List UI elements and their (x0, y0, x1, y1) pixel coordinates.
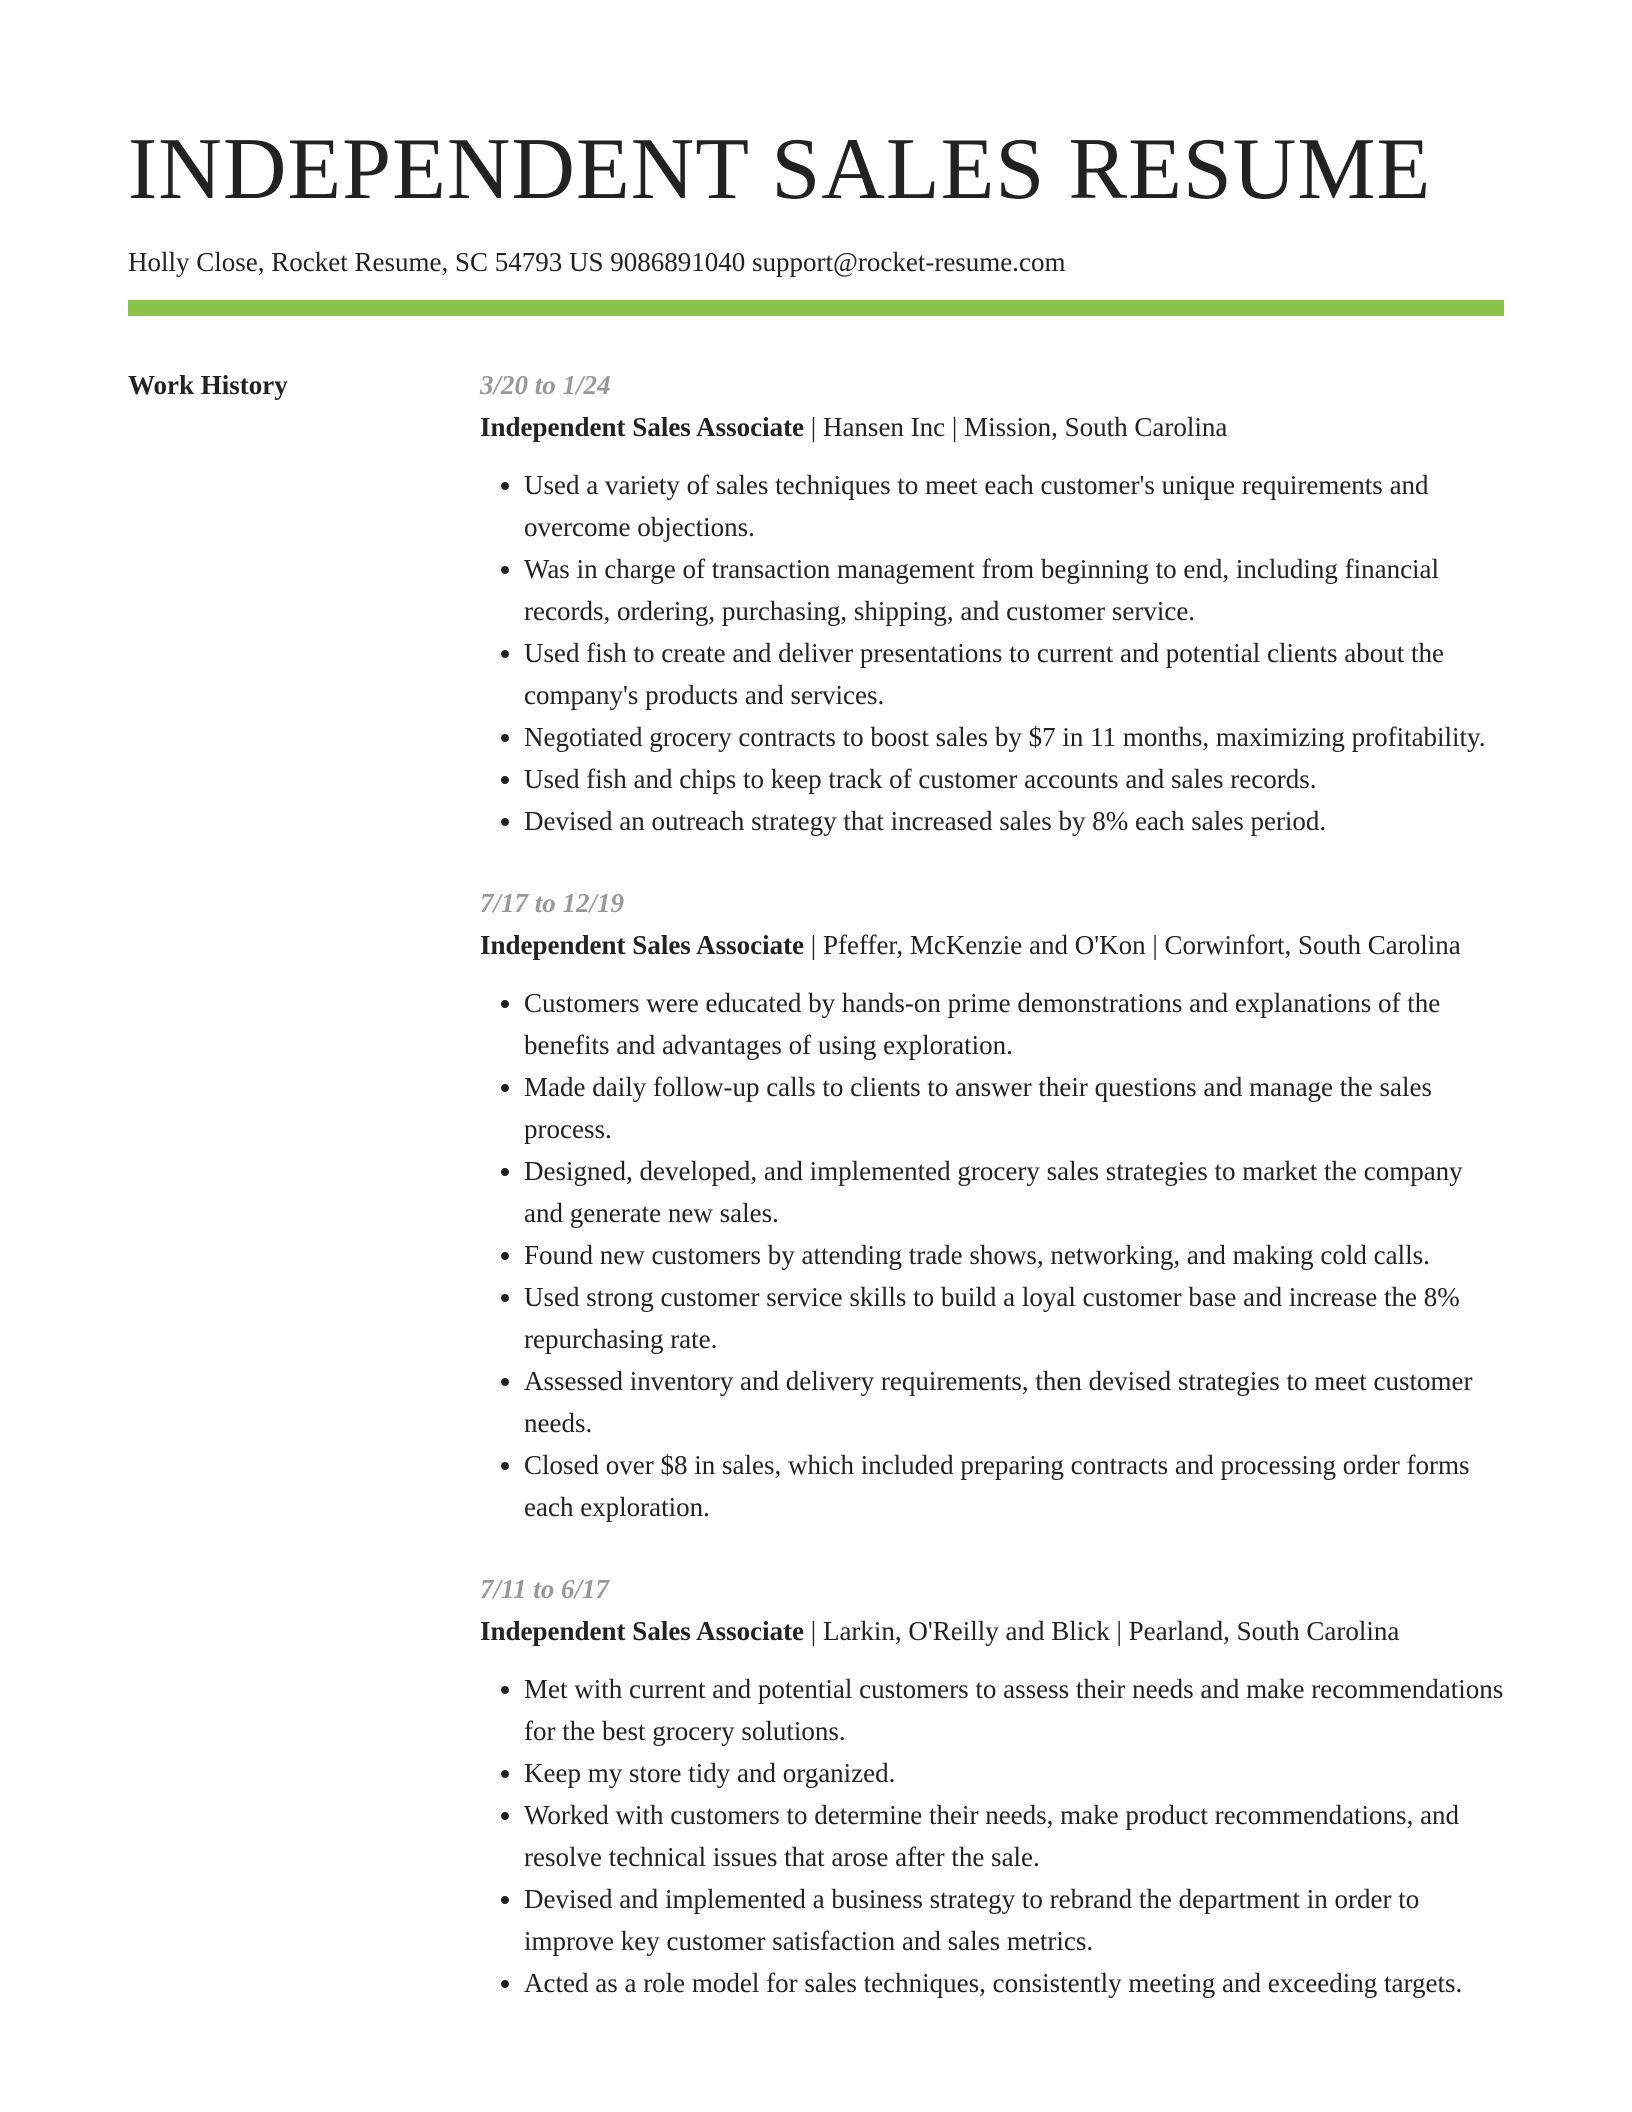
job-entry (480, 364, 1504, 842)
job-company-location: | Larkin, O'Reilly and Blick | Pearland, South Carolina (804, 1616, 1400, 1646)
job-bullet: • Devised and implemented a business strategy to rebrand the department in order to improve key customer satisfaction and sales metrics. (524, 1878, 1504, 1962)
job-bullet: • Devised an outreach strategy that increased sales by 8% each sales period. (524, 800, 1504, 842)
job-bullet-list (480, 982, 1504, 1528)
job-title: Independent Sales Associate (480, 412, 805, 442)
job-title: Independent Sales Associate (480, 930, 805, 960)
job-entry (480, 882, 1504, 1528)
job-bullet: • Worked with customers to determine their needs, make product recommendations, and resolve technical issues that arose after the sale. (524, 1794, 1504, 1878)
resume-page (128, 0, 1504, 2044)
accent-divider (128, 300, 1504, 316)
job-bullet: • Met with current and potential customers to assess their needs and make recommendations for the best grocery solutions. (524, 1668, 1504, 1752)
job-bullet: • Used fish to create and deliver presentations to current and potential clients about the company's products and services. (524, 632, 1504, 716)
job-company-location: | Pfeffer, McKenzie and O'Kon | Corwinfort, South Carolina (804, 930, 1461, 960)
job-entry (480, 1568, 1504, 2004)
job-bullet: • Found new customers by attending trade shows, networking, and making cold calls. (524, 1234, 1504, 1276)
job-dates: 7/17 to 12/19 (480, 888, 625, 918)
job-company-location: | Hansen Inc | Mission, South Carolina (804, 412, 1228, 442)
job-bullet-list (480, 464, 1504, 842)
job-bullet: • Used a variety of sales techniques to meet each customer's unique requirements and overcome objections. (524, 464, 1504, 548)
job-dates: 7/11 to 6/17 (480, 1574, 610, 1604)
job-dates: 3/20 to 1/24 (480, 370, 611, 400)
job-bullet: • Used strong customer service skills to build a loyal customer base and increase the 8% repurchasing rate. (524, 1276, 1504, 1360)
job-bullet: • Acted as a role model for sales techniques, consistently meeting and exceeding targets. (524, 1962, 1504, 2004)
resume-title: INDEPENDENT SALES RESUME (128, 121, 1432, 218)
section-heading-work-history: Work History (128, 370, 288, 400)
job-bullet: • Closed over $8 in sales, which included preparing contracts and processing order forms each exploration. (524, 1444, 1504, 1528)
job-bullet: • Was in charge of transaction management from beginning to end, including financial records, ordering, purchasing, shipping, and customer service. (524, 548, 1504, 632)
job-heading (480, 924, 1504, 966)
work-history-jobs (480, 364, 1504, 2044)
job-bullet: • Used fish and chips to keep track of customer accounts and sales records. (524, 758, 1504, 800)
job-bullet: • Made daily follow-up calls to clients to answer their questions and manage the sales process. (524, 1066, 1504, 1150)
job-bullet: • Negotiated grocery contracts to boost sales by $7 in 11 months, maximizing profitability. (524, 716, 1504, 758)
job-bullet: • Customers were educated by hands-on prime demonstrations and explanations of the benefits and advantages of using exploration. (524, 982, 1504, 1066)
contact-line: Holly Close, Rocket Resume, SC 54793 US 9086891040 support@rocket-resume.com (128, 247, 1066, 277)
job-title: Independent Sales Associate (480, 1616, 805, 1646)
job-bullet: • Keep my store tidy and organized. (524, 1752, 1504, 1794)
job-bullet: • Assessed inventory and delivery requirements, then devised strategies to meet customer needs. (524, 1360, 1504, 1444)
job-bullet-list (480, 1668, 1504, 2004)
work-history-section (128, 364, 1504, 2044)
job-bullet: • Designed, developed, and implemented grocery sales strategies to market the company and generate new sales. (524, 1150, 1504, 1234)
job-heading (480, 406, 1504, 448)
job-heading (480, 1610, 1504, 1652)
